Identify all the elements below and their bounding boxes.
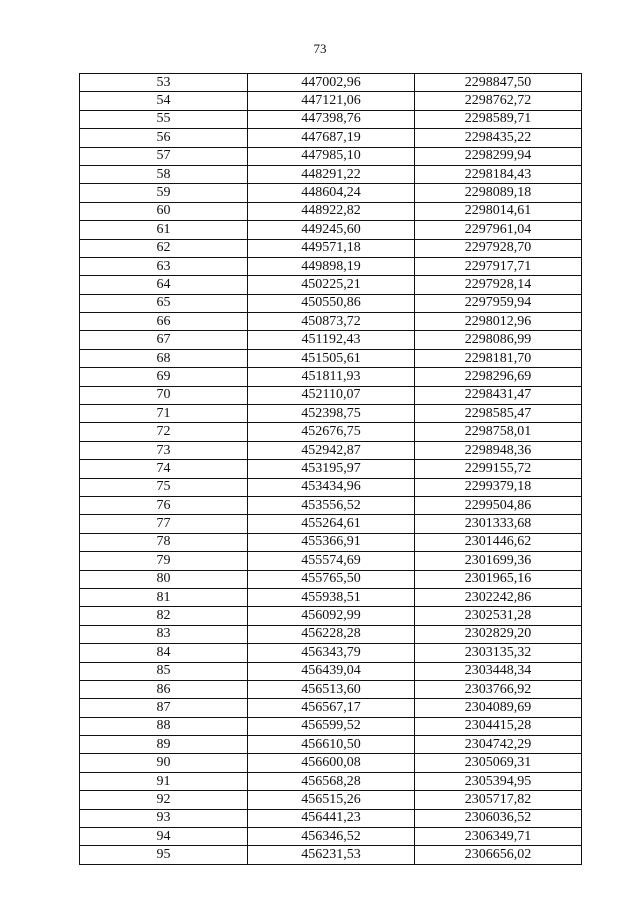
point-number-cell: 65 <box>80 294 248 312</box>
point-number-cell: 66 <box>80 313 248 331</box>
point-number-cell: 88 <box>80 717 248 735</box>
y-coordinate-cell: 2303448,34 <box>415 662 582 680</box>
point-number-cell: 78 <box>80 533 248 551</box>
y-coordinate-cell: 2303135,32 <box>415 644 582 662</box>
y-coordinate-cell: 2298299,94 <box>415 147 582 165</box>
table-row <box>80 313 582 331</box>
x-coordinate-cell: 451505,61 <box>248 349 415 367</box>
x-coordinate-cell: 456231,53 <box>248 846 415 864</box>
y-coordinate-cell: 2297917,71 <box>415 257 582 275</box>
y-coordinate-cell: 2298086,99 <box>415 331 582 349</box>
table-row <box>80 257 582 275</box>
table-row <box>80 680 582 698</box>
point-number-cell: 53 <box>80 74 248 92</box>
table-row <box>80 515 582 533</box>
table-row <box>80 588 582 606</box>
y-coordinate-cell: 2298431,47 <box>415 386 582 404</box>
y-coordinate-cell: 2302531,28 <box>415 607 582 625</box>
y-coordinate-cell: 2301965,16 <box>415 570 582 588</box>
x-coordinate-cell: 447398,76 <box>248 110 415 128</box>
x-coordinate-cell: 456346,52 <box>248 828 415 846</box>
y-coordinate-cell: 2299379,18 <box>415 478 582 496</box>
table-row <box>80 331 582 349</box>
x-coordinate-cell: 447121,06 <box>248 92 415 110</box>
y-coordinate-cell: 2298948,36 <box>415 441 582 459</box>
x-coordinate-cell: 451811,93 <box>248 368 415 386</box>
point-number-cell: 94 <box>80 828 248 846</box>
y-coordinate-cell: 2304415,28 <box>415 717 582 735</box>
y-coordinate-cell: 2298184,43 <box>415 165 582 183</box>
x-coordinate-cell: 453195,97 <box>248 460 415 478</box>
point-number-cell: 74 <box>80 460 248 478</box>
y-coordinate-cell: 2301446,62 <box>415 533 582 551</box>
table-row <box>80 478 582 496</box>
point-number-cell: 70 <box>80 386 248 404</box>
point-number-cell: 62 <box>80 239 248 257</box>
x-coordinate-cell: 447985,10 <box>248 147 415 165</box>
x-coordinate-cell: 452676,75 <box>248 423 415 441</box>
x-coordinate-cell: 448291,22 <box>248 165 415 183</box>
y-coordinate-cell: 2298589,71 <box>415 110 582 128</box>
y-coordinate-cell: 2306349,71 <box>415 828 582 846</box>
y-coordinate-cell: 2305717,82 <box>415 791 582 809</box>
y-coordinate-cell: 2303766,92 <box>415 680 582 698</box>
point-number-cell: 67 <box>80 331 248 349</box>
point-number-cell: 77 <box>80 515 248 533</box>
table-row <box>80 349 582 367</box>
table-row <box>80 717 582 735</box>
point-number-cell: 79 <box>80 552 248 570</box>
y-coordinate-cell: 2298181,70 <box>415 349 582 367</box>
point-number-cell: 93 <box>80 809 248 827</box>
x-coordinate-cell: 456228,28 <box>248 625 415 643</box>
y-coordinate-cell: 2298847,50 <box>415 74 582 92</box>
table-row <box>80 202 582 220</box>
y-coordinate-cell: 2299155,72 <box>415 460 582 478</box>
x-coordinate-cell: 456610,50 <box>248 736 415 754</box>
table-row <box>80 221 582 239</box>
table-row <box>80 129 582 147</box>
table-row <box>80 570 582 588</box>
table-row <box>80 846 582 864</box>
point-number-cell: 90 <box>80 754 248 772</box>
point-number-cell: 64 <box>80 276 248 294</box>
point-number-cell: 57 <box>80 147 248 165</box>
x-coordinate-cell: 450225,21 <box>248 276 415 294</box>
y-coordinate-cell: 2298014,61 <box>415 202 582 220</box>
point-number-cell: 55 <box>80 110 248 128</box>
x-coordinate-cell: 456600,08 <box>248 754 415 772</box>
y-coordinate-cell: 2299504,86 <box>415 496 582 514</box>
y-coordinate-cell: 2298296,69 <box>415 368 582 386</box>
table-row <box>80 441 582 459</box>
y-coordinate-cell: 2302829,20 <box>415 625 582 643</box>
table-row <box>80 276 582 294</box>
y-coordinate-cell: 2302242,86 <box>415 588 582 606</box>
table-row <box>80 552 582 570</box>
y-coordinate-cell: 2304089,69 <box>415 699 582 717</box>
x-coordinate-cell: 456599,52 <box>248 717 415 735</box>
table-row <box>80 294 582 312</box>
x-coordinate-cell: 449571,18 <box>248 239 415 257</box>
x-coordinate-cell: 453434,96 <box>248 478 415 496</box>
y-coordinate-cell: 2298089,18 <box>415 184 582 202</box>
x-coordinate-cell: 456515,26 <box>248 791 415 809</box>
x-coordinate-cell: 456513,60 <box>248 680 415 698</box>
point-number-cell: 63 <box>80 257 248 275</box>
x-coordinate-cell: 456439,04 <box>248 662 415 680</box>
x-coordinate-cell: 456568,28 <box>248 772 415 790</box>
x-coordinate-cell: 456441,23 <box>248 809 415 827</box>
y-coordinate-cell: 2301699,36 <box>415 552 582 570</box>
x-coordinate-cell: 455264,61 <box>248 515 415 533</box>
table-row <box>80 625 582 643</box>
y-coordinate-cell: 2306656,02 <box>415 846 582 864</box>
y-coordinate-cell: 2297961,04 <box>415 221 582 239</box>
point-number-cell: 76 <box>80 496 248 514</box>
point-number-cell: 68 <box>80 349 248 367</box>
table-row <box>80 92 582 110</box>
x-coordinate-cell: 456343,79 <box>248 644 415 662</box>
y-coordinate-cell: 2297959,94 <box>415 294 582 312</box>
point-number-cell: 85 <box>80 662 248 680</box>
y-coordinate-cell: 2298435,22 <box>415 129 582 147</box>
point-number-cell: 89 <box>80 736 248 754</box>
table-row <box>80 791 582 809</box>
x-coordinate-cell: 447002,96 <box>248 74 415 92</box>
point-number-cell: 80 <box>80 570 248 588</box>
x-coordinate-cell: 453556,52 <box>248 496 415 514</box>
table-row <box>80 809 582 827</box>
point-number-cell: 86 <box>80 680 248 698</box>
y-coordinate-cell: 2305069,31 <box>415 754 582 772</box>
table-row <box>80 460 582 478</box>
x-coordinate-cell: 450550,86 <box>248 294 415 312</box>
y-coordinate-cell: 2301333,68 <box>415 515 582 533</box>
point-number-cell: 61 <box>80 221 248 239</box>
x-coordinate-cell: 448604,24 <box>248 184 415 202</box>
x-coordinate-cell: 455574,69 <box>248 552 415 570</box>
point-number-cell: 69 <box>80 368 248 386</box>
x-coordinate-cell: 456567,17 <box>248 699 415 717</box>
coordinates-table-body <box>80 74 582 865</box>
y-coordinate-cell: 2298762,72 <box>415 92 582 110</box>
point-number-cell: 82 <box>80 607 248 625</box>
table-row <box>80 644 582 662</box>
x-coordinate-cell: 452110,07 <box>248 386 415 404</box>
y-coordinate-cell: 2297928,70 <box>415 239 582 257</box>
table-row <box>80 184 582 202</box>
y-coordinate-cell: 2298758,01 <box>415 423 582 441</box>
table-row <box>80 147 582 165</box>
y-coordinate-cell: 2297928,14 <box>415 276 582 294</box>
point-number-cell: 59 <box>80 184 248 202</box>
table-row <box>80 662 582 680</box>
table-row <box>80 736 582 754</box>
table-row <box>80 828 582 846</box>
point-number-cell: 71 <box>80 405 248 423</box>
table-row <box>80 74 582 92</box>
point-number-cell: 72 <box>80 423 248 441</box>
table-row <box>80 772 582 790</box>
point-number-cell: 73 <box>80 441 248 459</box>
x-coordinate-cell: 450873,72 <box>248 313 415 331</box>
point-number-cell: 84 <box>80 644 248 662</box>
x-coordinate-cell: 455765,50 <box>248 570 415 588</box>
point-number-cell: 91 <box>80 772 248 790</box>
x-coordinate-cell: 449245,60 <box>248 221 415 239</box>
table-row <box>80 405 582 423</box>
x-coordinate-cell: 449898,19 <box>248 257 415 275</box>
page-number: 73 <box>313 41 327 56</box>
table-row <box>80 165 582 183</box>
x-coordinate-cell: 451192,43 <box>248 331 415 349</box>
table-row <box>80 533 582 551</box>
table-row <box>80 239 582 257</box>
table-row <box>80 754 582 772</box>
point-number-cell: 87 <box>80 699 248 717</box>
point-number-cell: 58 <box>80 165 248 183</box>
x-coordinate-cell: 452942,87 <box>248 441 415 459</box>
x-coordinate-cell: 455938,51 <box>248 588 415 606</box>
point-number-cell: 81 <box>80 588 248 606</box>
table-row <box>80 110 582 128</box>
point-number-cell: 95 <box>80 846 248 864</box>
x-coordinate-cell: 455366,91 <box>248 533 415 551</box>
point-number-cell: 92 <box>80 791 248 809</box>
y-coordinate-cell: 2306036,52 <box>415 809 582 827</box>
table-row <box>80 423 582 441</box>
y-coordinate-cell: 2304742,29 <box>415 736 582 754</box>
coordinates-table <box>79 73 582 865</box>
table-row <box>80 386 582 404</box>
point-number-cell: 75 <box>80 478 248 496</box>
table-row <box>80 368 582 386</box>
point-number-cell: 56 <box>80 129 248 147</box>
table-row <box>80 607 582 625</box>
point-number-cell: 60 <box>80 202 248 220</box>
x-coordinate-cell: 448922,82 <box>248 202 415 220</box>
y-coordinate-cell: 2305394,95 <box>415 772 582 790</box>
x-coordinate-cell: 447687,19 <box>248 129 415 147</box>
point-number-cell: 54 <box>80 92 248 110</box>
x-coordinate-cell: 452398,75 <box>248 405 415 423</box>
y-coordinate-cell: 2298012,96 <box>415 313 582 331</box>
point-number-cell: 83 <box>80 625 248 643</box>
table-row <box>80 496 582 514</box>
table-row <box>80 699 582 717</box>
x-coordinate-cell: 456092,99 <box>248 607 415 625</box>
y-coordinate-cell: 2298585,47 <box>415 405 582 423</box>
